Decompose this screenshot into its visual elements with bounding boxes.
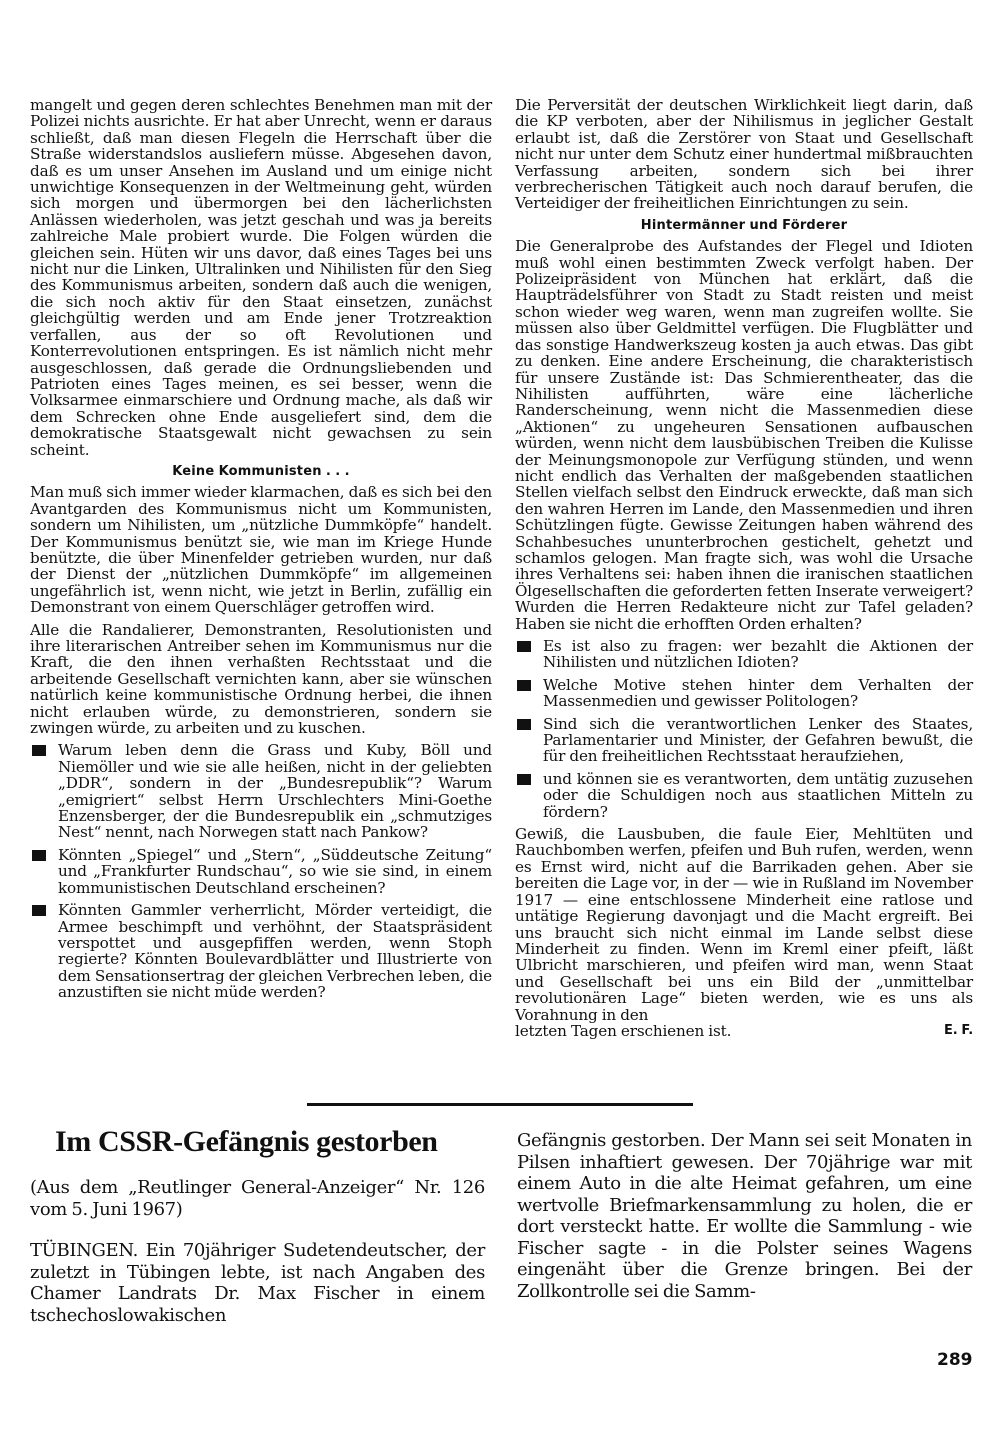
bullet-text: Könnten Gammler verherrlicht, Mörder verteidigt, die Armee beschimpft und verhöhnt, der Staatspräsident verspottet und ausgepfiffen werden, wenn Stoph regierte? Könnten Boulevardblätter und Illustrierte von dem Sensationsertrag der gleichen Verbrechen leben, die anzustiften sie nicht müde werden? (58, 901, 492, 1002)
article-divider (307, 1103, 693, 1106)
article2-headline: Im CSSR-Gefängnis gestorben (55, 1125, 438, 1158)
bullet-text: Es ist also zu fragen: wer bezahlt die Aktionen der Nihilisten und nützlichen Idioten? (543, 637, 973, 672)
bullet-item (515, 677, 973, 710)
bullet-item (515, 638, 973, 671)
square-bullet-icon (517, 719, 531, 730)
paragraph: Gefängnis gestorben. Der Mann sei seit Monaten in Pilsen inhaftiert gewesen. Der 70jährige war mit einem Auto in die alte Heimat gefahren, um eine wertvolle Briefmarkensammlung zu holen, die er dort versteckt hatte. Er wollte die Sammlung - wie Fischer sagte - in die Polster seines Wagens eingenäht über die Grenze bringen. Bei der Zollkontrolle sei die Samm- (517, 1130, 972, 1302)
bullet-item (515, 716, 973, 765)
bullet-text: Welche Motive stehen hinter dem Verhalten der Massenmedien und gewisser Politologen? (543, 675, 973, 711)
page-number: 289 (937, 1350, 973, 1370)
paragraph: Die Perversität der deutschen Wirklichkeit liegt darin, daß die KP verboten, aber der Nihilismus in jeglicher Gestalt erlaubt ist, daß die Zerstörer von Staat und Gesellschaft nicht nur unter dem Schutz einer hundertmal mißbrauchten Verfassung arbeiten, sondern sich bei ihrer verbrecherischen Tätigkeit auch noch darauf berufen, die Verteidiger der freiheitlichen Einrichtungen zu sein. (515, 96, 973, 213)
bullet-item (30, 847, 492, 896)
bullet-text: Könnten „Spiegel“ und „Stern“, „Süddeutsche Zeitung“ und „Frankfurter Rundschau“, so wie sie sind, in einem kommunistischen Deutschland erscheinen? (58, 845, 492, 897)
paragraph (515, 826, 973, 1023)
bullet-text: Warum leben denn die Grass und Kuby, Böll und Niemöller und wie sie alle heißen, nicht in der geliebten „DDR“, sondern in der „Bundesrepublik“? Warum „emigriert“ selbst Herrn Urschlechters Mini-Goethe Enzensberger, der die Bundesrepublik ein „schmutziges Nest“ nennt, nach Norwegen statt nach Pankow? (58, 741, 492, 842)
square-bullet-icon (517, 680, 531, 691)
bullet-text: Sind sich die verantwortlichen Lenker des Staates, Parlamentarier und Minister, der Gefahren bewußt, die für den freiheitlichen Rechtsstaat heraufziehen, (543, 714, 973, 766)
article2-body-right (517, 1130, 972, 1302)
bullet-item (30, 742, 492, 840)
square-bullet-icon (517, 641, 531, 652)
bullet-item (30, 902, 492, 1000)
article1-right-column (515, 97, 973, 1039)
square-bullet-icon (32, 745, 46, 756)
section-subheading: Keine Kommunisten . . . (172, 463, 350, 479)
square-bullet-icon (32, 850, 46, 861)
source-text: (Aus dem „Reutlinger General-Anzeiger“ Nr. 126 vom 5. Juni 1967) (30, 1177, 485, 1220)
article2-source-note (30, 1177, 485, 1220)
paragraph: Die Generalprobe des Aufstandes der Flegel und Idioten muß wohl einen bestimmten Zweck verfolgt haben. Der Polizeipräsident von München hat erklärt, daß die Haupträdelsführer von Stadt zu Stadt reisten und meist schon wieder weg waren, wenn man zugreifen wollte. Sie müssen also über Geldmittel verfügen. Die Flugblätter und das sonstige Handwerkszeug kosten ja auch etwas. Das gibt zu denken. Eine andere Erscheinung, die charakteristisch für unsere Zustände ist: Das Schmierentheater, das die Nihilisten aufführten, wäre eine lächerliche Randerscheinung, wenn nicht die Massenmedien diese „Aktionen“ zu ungeheuren Sensationen aufbauschen würden, wenn nicht dem lausbübischen Treiben die Kulisse der Meinungsmonopole zur Verfügung stünden, und wenn nicht endlich das Verhalten der maßgebenden staatlichen Stellen vielfach selbst den Eindruck erweckte, daß man sich den wahren Herren im Lande, den Massenmedien und ihren Schützlingen fügte. Gewisse Zeitungen haben während des Schahbesuches ununterbrochen gestichelt, gehetzt und schamlos gelogen. Man fragte sich, was wohl die Ursache ihres Verhaltens sei: haben ihnen die iranischen staatlichen Ölgesellschaften die geforderten fetten Inserate verweigert? Wurden die Herren Redakteure nicht zur Tafel geladen? Haben sie nicht die erhofften Orden erhalten? (515, 237, 973, 633)
paragraph: Alle die Randalierer, Demonstranten, Resolutionisten und ihre literarischen Antreiber sehen im Kommunismus nur die Kraft, die den ihnen verhaßten Rechtsstaat und die arbeitende Gesellschaft vernichten kann, aber sie wünschen natürlich keine kommunistische Ordnung herbei, die ihnen nicht erlauben würde, zu demonstrieren, sondern sie zwingen würde, zu arbeiten und zu kuschen. (30, 620, 492, 738)
closing-text: letzten Tagen erschienen ist. (515, 1021, 732, 1040)
article2-body-left (30, 1240, 485, 1326)
bullet-item (515, 771, 973, 820)
author-signature: E. F. (943, 1022, 973, 1038)
paragraph: Man muß sich immer wieder klarmachen, daß es sich bei den Avantgarden des Kommunismus nicht um Kommunisten, sondern um Nihilisten, um „nützliche Dummköpfe“ handelt. Der Kommunismus benützt sie, wie man im Kriege Hunde benützte, die über Minenfelder getrieben wurden, nur daß der Dienst der „nützlichen Dummköpfe“ im allgemeinen ungefährlich ist, wenn nicht, wie jetzt in Berlin, zufällig ein Demonstrant von einem Querschläger getroffen wird. (30, 483, 492, 617)
bullet-text: und können sie es verantworten, dem untätig zuzusehen oder die Schuldigen noch aus staatlichen Mitteln zu fördern? (543, 769, 973, 821)
paragraph: mangelt und gegen deren schlechtes Benehmen man mit der Polizei nichts ausrichte. Er hat aber Unrecht, wenn er daraus schließt, daß man diesen Flegeln die Herrschaft über die Straße widerstandslos ausliefern müsse. Abgesehen davon, daß es um unser Ansehen im Ausland und um einige nicht unwichtige Konsequenzen in der Weltmeinung geht, würden sich morgen und übermorgen bei den lächerlichsten Anlässen wiederholen, was jetzt geschah und was ja bereits zahlreiche Male probiert wurde. Die Folgen würden die gleichen sein. Hüten wir uns davor, daß eines Tages bei uns nicht nur die Linken, Ultralinken und Nihilisten für den Sieg des Kommunismus arbeiten, sondern daß auch die wenigen, die sich noch aktiv für den Staat einsetzen, zunächst gleichgültig werden und am Ende jener Trotzreaktion verfallen, aus der so oft Revolutionen und Konterrevolutionen entspringen. Es ist nämlich nicht mehr ausgeschlossen, daß gerade die Ordnungsliebenden und Patrioten eines Tages meinen, es sei besser, wenn die Volksarmee einmarschiere und Ordnung mache, als daß wir dem Schrecken ohne Ende ausgeliefert sind, dem die demokratische Staatsgewalt nicht gewachsen zu sein scheint. (30, 96, 492, 459)
paragraph: TÜBINGEN. Ein 70jähriger Sudetendeutscher, der zuletzt in Tübingen lebte, ist nach Angaben des Chamer Landrats Dr. Max Fischer in einem tschechoslowakischen (30, 1240, 485, 1326)
square-bullet-icon (517, 774, 531, 785)
section-subheading: Hintermänner und Förderer (640, 217, 848, 233)
closing-line (515, 1023, 973, 1039)
square-bullet-icon (32, 905, 46, 916)
paragraph-text: Gewiß, die Lausbuben, die faule Eier, Mehltüten und Rauchbomben werfen, pfeifen und Buh rufen, werden, wenn es Ernst wird, nicht auf die Barrikaden gehen. Aber sie bereiten die Lage vor, in der — wie in Rußland im November 1917 — eine entschlossene Minderheit eine ratlose und untätige Regierung davonjagt und die Macht ergreift. Bei uns braucht sich nicht einmal im Lande selbst diese Minderheit zu finden. Wenn im Kreml einer pfeift, läßt Ulbricht marschieren, und pfeifen wird man, wenn Staat und Gesellschaft bei uns ein Bild der „unmittelbar revolutionären Lage“ bieten werden, wie es uns als Vorahnung in den (515, 825, 973, 1024)
article1-left-column (30, 97, 492, 1007)
